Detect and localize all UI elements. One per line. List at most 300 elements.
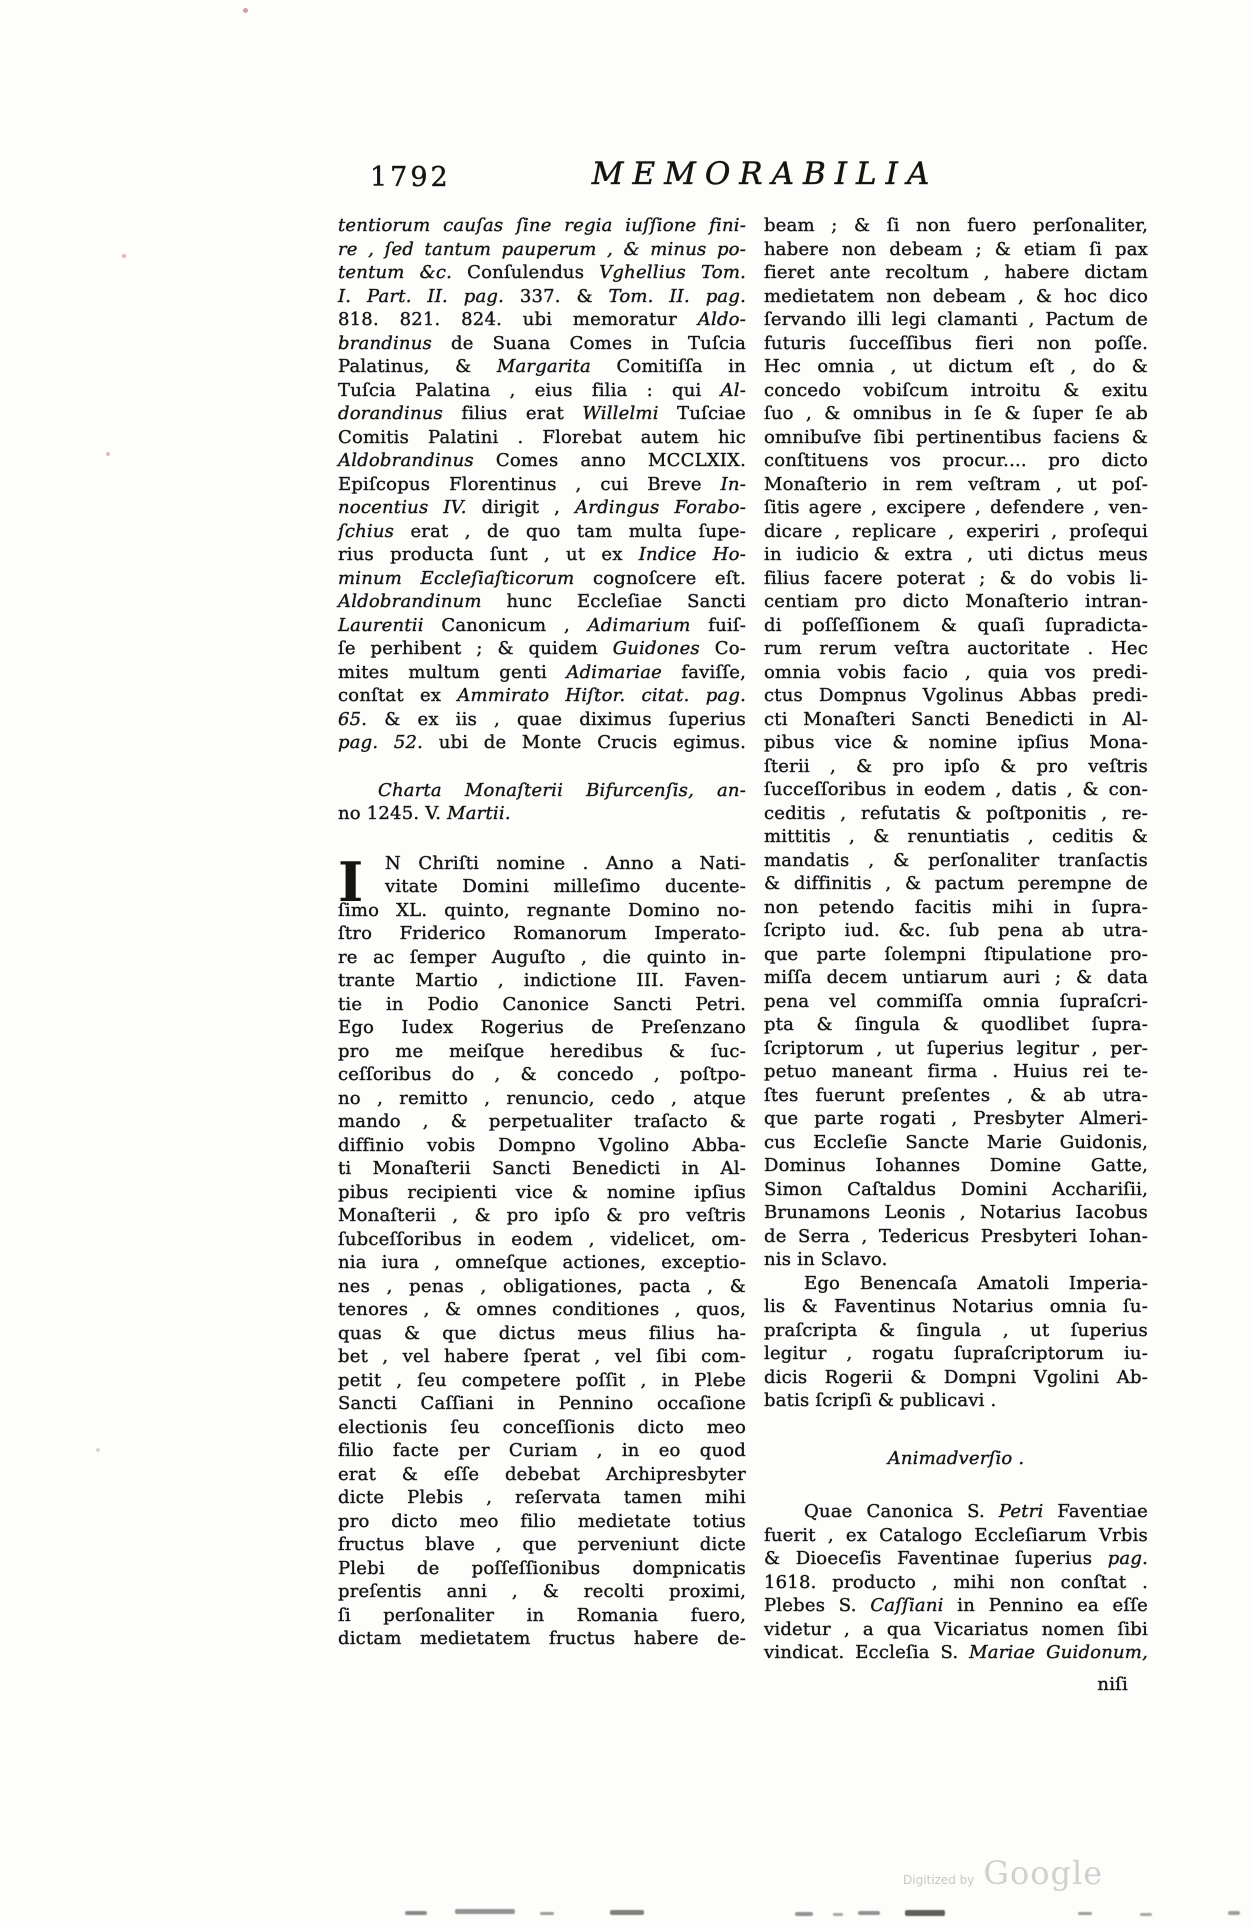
text-line [764, 1342, 1148, 1366]
text-line [764, 825, 1148, 849]
roman-text: Quae Canonica S. [804, 1501, 999, 1522]
text-line [764, 684, 1148, 708]
roman-text: ſi perſonaliter in Romania fuero, [338, 1604, 746, 1626]
italic-text: Laurentii [338, 614, 442, 636]
roman-text: Co- [714, 638, 747, 659]
italic-text: re , ſed tantum pauperum , & minus po- [338, 238, 746, 260]
catchword [764, 1673, 1148, 1697]
text-line [338, 1228, 746, 1252]
text-line [338, 946, 746, 970]
text-line [764, 426, 1148, 450]
italic-text: In- [720, 473, 746, 495]
text-line [764, 1641, 1148, 1665]
text-line [338, 261, 746, 285]
roman-text: bet , vel habere ſperat , vel ſibi com- [338, 1346, 746, 1367]
roman-text: & Dioeceſis Faventinae ſuperius [764, 1548, 1108, 1569]
roman-text: ubi de Monte Crucis egimus. [438, 732, 746, 753]
roman-text: Ego Iudex Rogerius de Preſenzano [338, 1017, 746, 1038]
roman-text: diffinio vobis Dompno Vgolino Abba- [338, 1134, 746, 1156]
italic-text: Ardingus Forabo- [575, 497, 746, 518]
text-line [764, 379, 1148, 403]
roman-text: Hec omnia , ut dictum eſt , do & [764, 356, 1148, 377]
text-line [764, 1225, 1148, 1249]
roman-text: faviſſe, [681, 661, 747, 683]
roman-text: mites multum genti [338, 661, 567, 683]
text-line [338, 1063, 746, 1087]
text-line [338, 802, 746, 826]
text-line [764, 308, 1148, 332]
right-column [764, 214, 1148, 1696]
roman-text: Dominus Iohannes Domine Gatte, [764, 1155, 1148, 1176]
scan-smudge [540, 1912, 554, 1915]
text-line [764, 520, 1148, 544]
roman-text: filius erat [461, 403, 583, 424]
roman-text: omnibuſve ſibi pertinentibus faciens & [764, 426, 1148, 448]
roman-text: ceditis , refutatis & poſtponitis , re- [764, 802, 1148, 824]
italic-text: ſchius [338, 520, 411, 542]
roman-text: mandatis , & perſonaliter tranſactis [764, 849, 1148, 871]
roman-text: videtur , a qua Vicariatus nomen ſibi [764, 1618, 1148, 1640]
roman-text: ſtro Friderico Romanorum Imperato- [338, 923, 746, 944]
text-line [338, 355, 746, 379]
roman-text: vitate Domini milleſimo ducente- [385, 876, 746, 897]
italic-text: I. Part. II. pag. [338, 285, 520, 307]
italic-text: Guidones [612, 638, 715, 659]
note-continuation [338, 214, 746, 755]
text-line [338, 214, 746, 238]
roman-text: trante Martio , indictione III. Faven- [338, 970, 746, 991]
charter-text-continued [764, 214, 1148, 1272]
roman-text: dictam medietatem fructus habere de- [338, 1628, 746, 1649]
roman-text: ti Monaſterii Sancti Benedicti in Al- [338, 1158, 746, 1179]
text-line [338, 1322, 746, 1346]
charter-text [338, 849, 746, 1651]
text-line [338, 1486, 746, 1510]
italic-text: tentum &c. [338, 262, 468, 283]
roman-text: mittitis , & renuntiatis , ceditis & [764, 826, 1148, 847]
roman-text: 1618. producto , mihi non conſtat . [764, 1571, 1148, 1593]
text-columns [338, 214, 1148, 1696]
roman-text: petuo maneant firma . Huius rei te- [764, 1061, 1148, 1082]
roman-text: in Pennino ea eſſe [957, 1595, 1148, 1616]
roman-text: miſſa decem untiarum auri ; & data [764, 967, 1148, 988]
text-line [764, 661, 1148, 685]
text-line [338, 1157, 746, 1181]
roman-text: N Chriſti nomine . Anno a Nati- [385, 852, 746, 874]
roman-text: cti Monaſteri Sancti Benedicti in Al- [764, 708, 1148, 730]
roman-text: cognoſcere eſt. [592, 567, 747, 589]
text-line [764, 919, 1148, 943]
text-line [764, 1366, 1148, 1390]
roman-text: preſentis anni , & recolti proximi, [338, 1581, 746, 1602]
roman-text: lis & Faventinus Notarius omnia ſu- [764, 1296, 1148, 1317]
text-line [764, 590, 1148, 614]
text-line [338, 899, 746, 923]
text-line [338, 473, 746, 497]
roman-text: Palatinus, & [338, 356, 497, 377]
text-line [764, 1594, 1148, 1618]
text-line [338, 1134, 746, 1158]
roman-text: in iudicio & extra , uti dictus meus [764, 544, 1148, 565]
roman-text: mando , & perpetualiter traſacto & [338, 1111, 746, 1132]
text-line [764, 1154, 1148, 1178]
text-line [764, 990, 1148, 1014]
text-line [764, 1107, 1148, 1131]
scan-smudge [1078, 1912, 1092, 1915]
roman-text: fuiſ- [708, 614, 746, 636]
roman-text: Conſulendus [467, 262, 600, 283]
roman-text: ctus Dompnus Vgolinus Abbas predi- [764, 685, 1148, 706]
text-line [764, 943, 1148, 967]
scan-smudge [405, 1911, 427, 1915]
roman-text: de Suana Comes in Tuſcia [450, 332, 746, 354]
roman-text: nia iura , omneſque actiones, exceptio- [338, 1252, 746, 1273]
text-line [338, 379, 746, 403]
roman-text: filius facere poterat ; & do vobis li- [764, 567, 1148, 589]
text-line [764, 755, 1148, 779]
text-line [764, 849, 1148, 873]
italic-text: Tom. II. pag. [608, 285, 746, 307]
text-line [764, 1272, 1148, 1296]
text-line [338, 520, 746, 544]
text-line [764, 1295, 1148, 1319]
roman-text: Monaſterio in rem veſtram , ut poſ- [764, 473, 1148, 495]
roman-text: dicare , replicare , experiri , proſequi [764, 520, 1148, 542]
text-line [338, 779, 746, 803]
roman-text: ſervando illi legi clamanti , Pactum de [764, 309, 1148, 330]
roman-text: medietatem non debeam , & hoc dico [764, 285, 1148, 307]
italic-text: Adimariae [566, 661, 682, 683]
text-line [764, 543, 1148, 567]
text-line [764, 896, 1148, 920]
notary-subscription [764, 1272, 1148, 1413]
text-line [338, 731, 746, 755]
text-line [338, 426, 746, 450]
roman-text: pibus vice & nomine ipſius Mona- [764, 732, 1148, 753]
roman-text: & ex iis , quae diximus ſuperius [384, 708, 746, 730]
italic-text: Al- [720, 379, 746, 401]
roman-text: cus Eccleſie Sancte Marie Guidonis, [764, 1131, 1148, 1153]
text-line [764, 1673, 1148, 1697]
text-line [764, 1060, 1148, 1084]
text-line [338, 852, 746, 876]
text-line [764, 802, 1148, 826]
roman-text: fructus blave , que perveniunt dicte [338, 1534, 746, 1555]
italic-text: Aldo- [697, 309, 746, 330]
roman-text: & diffinitis , & pactum perempne de [764, 873, 1148, 894]
roman-text: batis ſcripſi & publicavi . [764, 1390, 997, 1411]
scan-speck [243, 8, 248, 13]
roman-text: Brunamons Leonis , Notarius Iacobus [764, 1202, 1148, 1223]
roman-text: erat & eſſe debebat Archipresbyter [338, 1463, 746, 1485]
text-line [338, 1392, 746, 1416]
text-line [764, 285, 1148, 309]
text-line [764, 1547, 1148, 1571]
text-line [764, 708, 1148, 732]
roman-text: ſitis agere , excipere , defendere , ven- [764, 497, 1148, 518]
roman-text: electionis ſeu conceſſionis dicto meo [338, 1416, 746, 1438]
roman-text: fuerit , ex Catalogo Eccleſiarum Vrbis [764, 1524, 1148, 1546]
text-line [338, 684, 746, 708]
scan-smudge [455, 1909, 515, 1914]
italic-text: Adimarium [587, 614, 709, 636]
text-line [338, 496, 746, 520]
text-line [764, 1201, 1148, 1225]
text-line [338, 1463, 746, 1487]
italic-text: pag. [1107, 1548, 1148, 1569]
text-line [764, 1524, 1148, 1548]
text-line [338, 1110, 746, 1134]
text-line [764, 1084, 1148, 1108]
scan-smudge [833, 1913, 843, 1916]
roman-text: centiam pro dicto Monaſterio intran- [764, 591, 1148, 612]
roman-text: praſcripta & ſingula , ut ſuperius [764, 1319, 1148, 1341]
italic-text: Martii. [447, 803, 511, 824]
text-line [338, 1275, 746, 1299]
text-line [338, 1604, 746, 1628]
roman-text: Plebes S. [764, 1595, 871, 1616]
roman-text: dirigit , [481, 497, 576, 518]
roman-text: tie in Podio Canonice Sancti Petri. [338, 993, 746, 1015]
italic-text: Ammirato Hiſtor. citat. pag. [457, 685, 746, 706]
text-line [338, 1298, 746, 1322]
page-number: 1792 [370, 162, 451, 193]
roman-text: ſucceſſoribus in eodem , datis , & con- [764, 779, 1148, 800]
roman-text: pta & ſingula & quodlibet ſupra- [764, 1014, 1148, 1035]
roman-text: niſi [1097, 1673, 1128, 1695]
italic-text: Mariae Guidonum, [969, 1642, 1148, 1663]
roman-text: pena vel commiſſa omnia ſupraſcri- [764, 990, 1148, 1012]
roman-text: ſe perhibent ; & quidem [338, 638, 613, 659]
text-line [338, 402, 746, 426]
roman-text: non petendo facitis mihi in ſupra- [764, 896, 1148, 918]
italic-text: Vghellius Tom. [599, 262, 747, 283]
text-line [764, 614, 1148, 638]
roman-text: rius producta ſunt , ut ex [338, 544, 639, 565]
roman-text: beam ; & ſi non fuero perſonaliter, [764, 215, 1148, 236]
roman-text: futuris ſucceſſibus fieri non poſſe. [764, 332, 1148, 354]
text-line [764, 1178, 1148, 1202]
roman-text: ſtes fuerunt preſentes , & ab utra- [764, 1084, 1148, 1106]
text-line [338, 1345, 746, 1369]
roman-text: rum rerum veſtra auctoritate . Hec [764, 638, 1148, 659]
scan-smudge [1140, 1913, 1152, 1916]
text-line [338, 1181, 746, 1205]
roman-text: concedo vobiſcum introitu & exitu [764, 379, 1148, 401]
text-line [764, 872, 1148, 896]
text-line [764, 1500, 1148, 1524]
google-logo-text: Google [983, 1854, 1104, 1892]
italic-text: Indice Ho- [638, 544, 746, 565]
roman-text: Comitis Palatini . Florebat autem hic [338, 426, 746, 448]
roman-text: que parte ſolempni ſtipulatione pro- [764, 943, 1148, 965]
text-line [338, 1627, 746, 1651]
text-line [764, 473, 1148, 497]
text-line [764, 1248, 1148, 1272]
roman-text: Plebi de poſſeſſionibus dompnicatis [338, 1557, 746, 1579]
text-line [764, 1571, 1148, 1595]
italic-text: brandinus [338, 332, 451, 354]
text-line [338, 1251, 746, 1275]
text-line [338, 1040, 746, 1064]
italic-text: Charta Monaſterii Bifurcenſis, an- [378, 779, 746, 801]
italic-text: Aldobrandinum [338, 591, 507, 612]
italic-text: Aldobrandinus [338, 450, 496, 471]
roman-text: conſtat ex [338, 685, 458, 706]
roman-text: Sancti Caſſiani in Pennino occaſione [338, 1393, 746, 1414]
text-line [764, 496, 1148, 520]
text-line [764, 637, 1148, 661]
scan-smudge [610, 1910, 644, 1915]
text-line [338, 614, 746, 638]
roman-text: habere non debeam ; & etiam ſi pax [764, 238, 1148, 260]
roman-text: dicte Plebis , reſervata tamen mihi [338, 1487, 746, 1508]
italic-text: 65. [338, 708, 385, 730]
text-line [764, 332, 1148, 356]
italic-text: Caſſiani [870, 1595, 958, 1616]
roman-text: Tuſciae [677, 403, 746, 424]
roman-text: 818. 821. 824. ubi memoratur [338, 309, 698, 330]
roman-text: ſcriptorum , ut ſuperius legitur , per- [764, 1037, 1148, 1059]
text-line [338, 238, 746, 262]
roman-text: nis in Sclavo. [764, 1249, 888, 1270]
text-line [338, 543, 746, 567]
text-line [338, 449, 746, 473]
scan-speck [106, 452, 110, 456]
roman-text: legitur , rogatu ſupraſcriptorum iu- [764, 1343, 1148, 1364]
text-line [338, 332, 746, 356]
text-line [764, 1389, 1148, 1413]
roman-text: Epiſcopus Florentinus , cui Breve [338, 473, 721, 495]
text-line [764, 1447, 1148, 1471]
text-line [338, 1416, 746, 1440]
roman-text: ceſſoribus do , & concedo , poſtpo- [338, 1064, 746, 1085]
running-title: MEMORABILIA [591, 156, 939, 192]
roman-text: de Serra , Tedericus Presbyteri Iohan- [764, 1225, 1148, 1247]
text-line [338, 993, 746, 1017]
text-line [338, 1087, 746, 1111]
text-line [338, 590, 746, 614]
italic-text: pag. 52. [338, 732, 439, 753]
roman-text: no , remitto , renuncio, cedo , atque [338, 1087, 746, 1109]
roman-text: re ac ſemper Auguſto , die quinto in- [338, 946, 746, 968]
scan-smudge [795, 1912, 813, 1916]
text-line [338, 285, 746, 309]
italic-text: Margarita [496, 356, 617, 377]
text-line [338, 708, 746, 732]
text-line [764, 966, 1148, 990]
page-header [338, 156, 1148, 202]
text-line [338, 1204, 746, 1228]
text-line [764, 402, 1148, 426]
text-line [764, 1037, 1148, 1061]
text-line [764, 1013, 1148, 1037]
roman-text: ſcripto iud. &c. ſub pena ab utra- [764, 920, 1148, 941]
text-line [338, 922, 746, 946]
roman-text: Tuſcia Palatina , eius filia : qui [338, 379, 721, 401]
italic-text: nocentius IV. [338, 497, 482, 518]
charta-heading [338, 779, 746, 826]
left-column [338, 214, 746, 1651]
roman-text: filio facte per Curiam , in eo quod [338, 1440, 746, 1461]
roman-text: ſimo XL. quinto, regnante Domino no- [338, 899, 746, 921]
roman-text: vindicat. Eccleſia S. [764, 1642, 970, 1663]
roman-text: fieret ante recoltum , habere dictam [764, 262, 1148, 283]
roman-text: que parte rogati , Presbyter Almeri- [764, 1108, 1148, 1129]
text-line [338, 1510, 746, 1534]
text-line [338, 1439, 746, 1463]
text-line [338, 308, 746, 332]
roman-text: pibus recipienti vice & nomine ipſius [338, 1181, 746, 1203]
italic-text: Willelmi [582, 403, 678, 424]
text-line [338, 1580, 746, 1604]
roman-text: Comitiſſa in [616, 356, 746, 377]
text-line [764, 731, 1148, 755]
scan-speck [96, 1448, 100, 1452]
scan-smudge [858, 1911, 880, 1915]
text-line [764, 1131, 1148, 1155]
italic-text: Animadverſio . [887, 1447, 1025, 1469]
text-line [764, 261, 1148, 285]
text-line [764, 214, 1148, 238]
text-line [764, 778, 1148, 802]
roman-text: Monaſterii , & pro ipſo & pro veſtris [338, 1205, 746, 1226]
text-line [764, 238, 1148, 262]
text-line [338, 567, 746, 591]
scan-speck [122, 254, 126, 258]
text-line [338, 1369, 746, 1393]
roman-text: hunc Eccleſiae Sancti [506, 591, 746, 612]
text-line [764, 355, 1148, 379]
roman-text: quas & que dictus meus filius ha- [338, 1322, 746, 1344]
roman-text: dicis Rogerii & Dompni Vgolini Ab- [764, 1366, 1148, 1388]
text-line [764, 567, 1148, 591]
roman-text: Simon Caſtaldus Domini Acchariſii, [764, 1178, 1148, 1200]
roman-text: no 1245. V. [338, 803, 448, 824]
roman-text: Canonicum , [441, 614, 588, 636]
roman-text: petit , ſeu competere poſſit , in Plebe [338, 1369, 746, 1391]
text-line [338, 661, 746, 685]
italic-text: dorandinus [338, 403, 462, 424]
text-line [338, 1016, 746, 1040]
text-line [338, 969, 746, 993]
text-line [338, 1557, 746, 1581]
roman-text: nes , penas , obligationes, pacta , & [338, 1275, 746, 1297]
roman-text: ſterii , & pro ipſo & pro veſtris [764, 755, 1148, 777]
text-line [338, 875, 746, 899]
scan-smudge [905, 1910, 945, 1916]
text-line [764, 1319, 1148, 1343]
text-line [338, 1533, 746, 1557]
roman-text: pro me meiſque heredibus & ſuc- [338, 1040, 746, 1062]
roman-text: di poſſeſſionem & quaſi ſupradicta- [764, 614, 1148, 636]
text-line [338, 637, 746, 661]
text-line [764, 1618, 1148, 1642]
drop-cap: I [338, 849, 364, 914]
italic-text: tentiorum cauſas ſine regia iuſſione fini- [338, 215, 746, 236]
roman-text: Faventiae [1057, 1501, 1148, 1522]
italic-text: minum Eccleſiaſticorum [338, 567, 593, 589]
roman-text: Ego Benencaſa Amatoli Imperia- [804, 1272, 1148, 1294]
roman-text: tenores , & omnes conditiones , quos, [338, 1299, 746, 1320]
text-line [764, 449, 1148, 473]
italic-text: Petri [998, 1501, 1058, 1522]
roman-text: omnia vobis facio , quia vos predi- [764, 661, 1148, 683]
roman-text: conſtituens vos procur.... pro dicto [764, 450, 1148, 471]
roman-text: pro dicto meo filio medietate totius [338, 1510, 746, 1532]
watermark-prefix: Digitized by [903, 1873, 975, 1887]
roman-text: ſuo , & omnibus in ſe & ſuper ſe ab [764, 403, 1148, 424]
